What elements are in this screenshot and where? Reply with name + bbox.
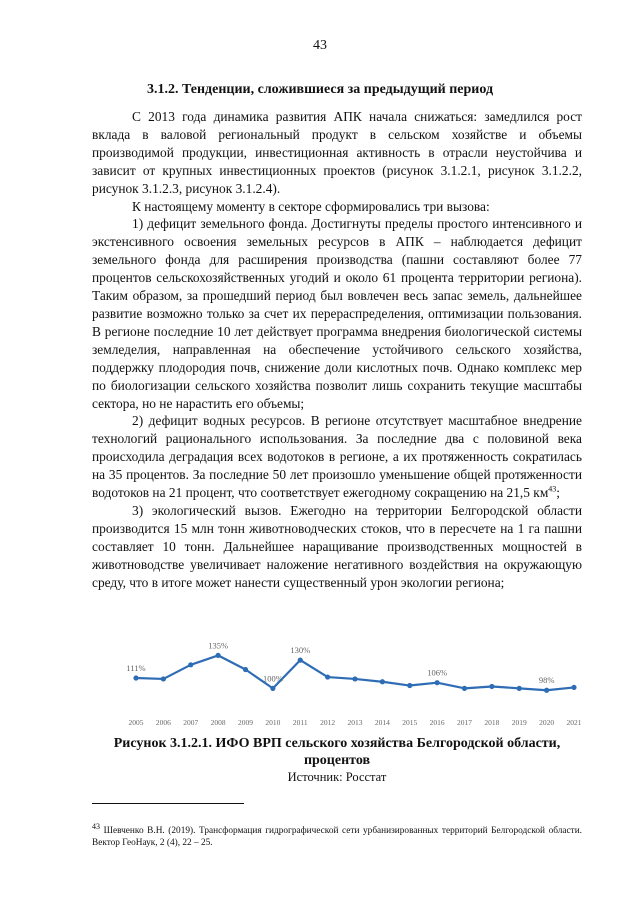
chart-x-tick-label: 2012 <box>320 718 336 727</box>
chart-data-label: 135% <box>208 640 229 651</box>
footnote-text: Шевченко В.Н. (2019). Трансформация гидрографической сети урбанизированных территорий Белгородской области. Вектор ГеоНаук, 2 (4), 22 – 25. <box>92 826 582 848</box>
chart-point-2015 <box>407 683 412 688</box>
chart-point-2018 <box>489 684 494 689</box>
paragraph-water-deficit <box>92 412 582 502</box>
chart-x-tick-label: 2008 <box>210 718 226 727</box>
footnote-number: 43 <box>92 821 100 831</box>
paragraph-challenges-lead: К настоящему моменту в секторе сформировались три вызова: <box>132 198 490 214</box>
chart-point-2007 <box>188 662 193 667</box>
footnote <box>92 821 582 849</box>
body-text <box>92 108 582 591</box>
chart-x-tick-label: 2009 <box>238 718 253 727</box>
chart-x-tick-label: 2011 <box>292 718 308 727</box>
chart-point-2005 <box>133 675 138 680</box>
chart-point-2019 <box>517 686 522 691</box>
chart-x-tick-label: 2005 <box>128 718 144 727</box>
chart-point-2011 <box>298 658 303 663</box>
chart-x-tick-label: 2018 <box>484 718 500 727</box>
chart-point-2009 <box>243 667 248 672</box>
chart-x-tick-label: 2006 <box>155 718 171 727</box>
chart-x-tick-label: 2014 <box>374 718 390 727</box>
footnote-reference: 43 <box>548 484 557 494</box>
chart-point-2021 <box>571 685 576 690</box>
chart-data-label: 130% <box>290 645 311 656</box>
chart-point-2008 <box>216 653 221 658</box>
paragraph-intro: С 2013 года динамика развития АПК начала снижаться: замедлился рост вклада в валовой региональный продукт в сельском хозяйстве и объемы производимой продукции, инвестиционная активность в отрасли неустойчива и зависит от крупных инвестиционных проектов (рисунок 3.1.2.1, рисунок 3.1.2.2, рисунок 3.1.2.3, рисунок 3.1.2.4). <box>92 109 582 196</box>
chart-data-label: 100% <box>262 673 283 684</box>
chart-x-tick-labels-group <box>129 718 582 727</box>
chart-series-line-group <box>136 655 574 690</box>
paragraph-water-end: ; <box>556 485 561 501</box>
figure-caption: Рисунок 3.1.2.1. ИФО ВРП сельского хозяйства Белгородской области, процентов <box>113 736 561 768</box>
paragraph-water-text: 2) дефицит водных ресурсов. В регионе отсутствует масштабное внедрение технологий рационального использования. За последние два с половиной века происходила деградация всех водотоков в регионе, а их протяженность сократилась на 35 процентов. За последние 50 лет произошло уменьшение общей протяженности водотоков на 21 процент, что соответствует ежегодному сокращению на 21,5 км <box>92 413 582 501</box>
chart-point-2006 <box>161 676 166 681</box>
chart-x-tick-label: 2021 <box>566 718 582 727</box>
chart-x-tick-label: 2019 <box>511 718 527 727</box>
chart-point-2016 <box>435 680 440 685</box>
section-heading: 3.1.2. Тенденции, сложившиеся за предыдущий период <box>146 82 494 97</box>
chart-x-tick-label: 2017 <box>457 718 472 727</box>
page-number: 43 <box>313 38 327 53</box>
line-chart <box>96 638 616 735</box>
chart-x-tick-label: 2010 <box>265 718 281 727</box>
chart-point-2017 <box>462 686 467 691</box>
chart-x-tick-label: 2007 <box>183 718 199 727</box>
chart-point-2020 <box>544 688 549 693</box>
chart-point-2013 <box>352 676 357 681</box>
chart-x-tick-label: 2020 <box>539 718 555 727</box>
chart-data-label: 98% <box>538 675 555 686</box>
chart-data-label: 106% <box>427 667 448 678</box>
chart-x-tick-label: 2013 <box>347 718 363 727</box>
paragraph-ecology: 3) экологический вызов. Ежегодно на территории Белгородской области производится 15 млн тонн животноводческих стоков, что в пересчете на 1 га пашни составляет 10 тонн. Дальнейшее наращивание производственных мощностей в животноводстве увеличивает наложение негативного воздействия на окружающую среду, что в итоге может нанести существенный урон экологии региона; <box>92 502 582 590</box>
chart-data-label: 111% <box>126 663 146 673</box>
figure-source: Источник: Росстат <box>287 770 387 784</box>
chart-series-line <box>136 655 574 690</box>
chart-point-2010 <box>270 686 275 691</box>
chart-point-2012 <box>325 674 330 679</box>
chart-point-2014 <box>380 679 385 684</box>
paragraph-land-deficit: 1) дефицит земельного фонда. Достигнуты пределы простого интенсивного и экстенсивного освоения земельных ресурсов в АПК – наблюдается дефицит земельного фонда для расширения производства (пашни составляют более 77 процентов сельскохозяйственных угодий и около 61 процента территории региона). Таким образом, за прошедший период был вовлечен весь запас земель, дальнейшее развитие возможно только за счет их перераспределения, оптимизации пользования. В регионе последние 10 лет действует программа внедрения биологической системы земледелия, направленная на обеспечение устойчивого сельского хозяйства, поддержку плодородия почв, снижение доли кислотных почв. Однако комплекс мер по биологизации сельского хозяйства позволит лишь сохранить текущие масштабы сектора, но не нарастить его объемы; <box>92 216 582 411</box>
chart-x-tick-label: 2015 <box>402 718 418 727</box>
footnote-divider <box>92 803 244 804</box>
chart-x-tick-label: 2016 <box>429 718 445 727</box>
